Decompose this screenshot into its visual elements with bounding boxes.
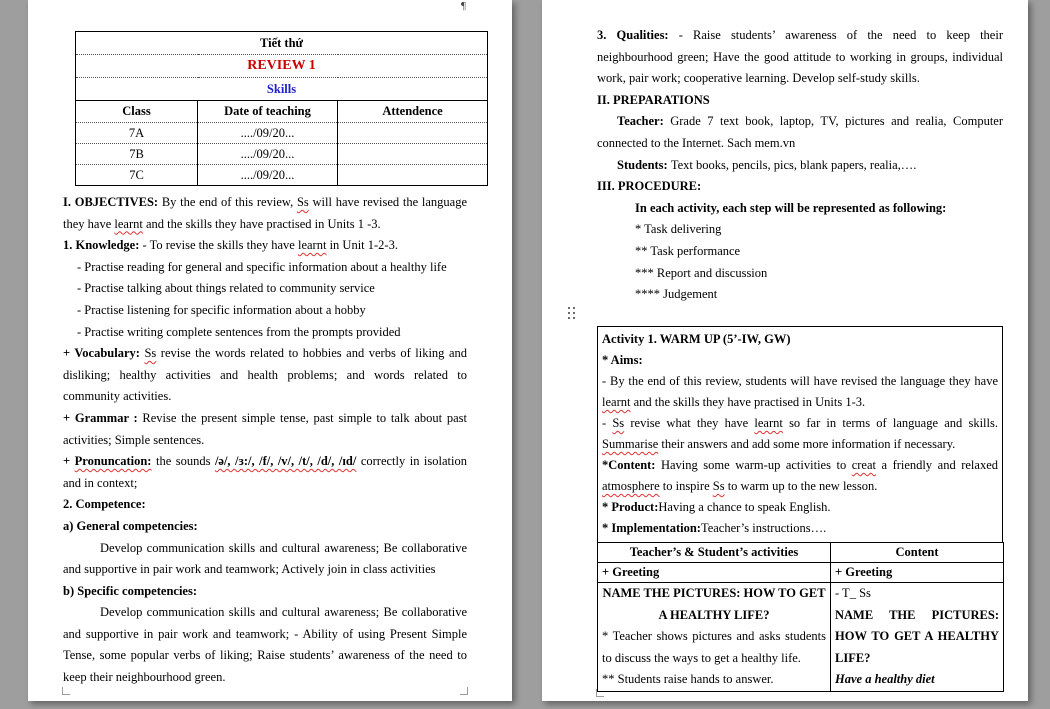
text-run: Text books, pencils, pics, blank papers, realia,…. [670, 157, 917, 172]
misspelled-text-run: Ss [144, 346, 157, 361]
table-title-row [76, 78, 488, 101]
text-run: their answers and add some more information if necessary. [658, 437, 956, 451]
text-run: Revise the present simple tense, past simple to talk about past activities; Simple sentences. [63, 410, 467, 447]
table-cell [338, 144, 488, 165]
table-cell: 7A [76, 123, 198, 144]
paragraph [597, 155, 1003, 177]
paragraph [63, 602, 467, 688]
text-run: and the skills they have practised in Units 1 -3. [142, 216, 381, 231]
text-run: NAME THE PICTURES: HOW TO GET A HEALTHY LIFE? [835, 607, 999, 665]
misspelled-text-run: Ss [296, 195, 309, 209]
paragraph [77, 322, 467, 344]
misspelled-text-run: Pronuncation: [74, 454, 152, 469]
table-row [76, 123, 488, 144]
table-cell: 7B [76, 144, 198, 165]
table-title-cell: REVIEW 1 [76, 55, 488, 78]
paragraph [77, 278, 467, 300]
table-cell [598, 583, 831, 692]
text-run: * Product: [602, 500, 659, 514]
text-run: + Grammar : [63, 410, 143, 425]
column-header-activities: Teacher’s & Student’s activities [598, 543, 831, 563]
column-header: Class [76, 101, 198, 123]
page-2-body-text [597, 25, 1003, 306]
text-run: II. PREPARATIONS [597, 92, 710, 107]
paragraph [602, 350, 998, 371]
text-run: * Implementation: [602, 521, 701, 535]
table-cell: + Greeting [831, 563, 1004, 583]
activity-warmup-box [597, 326, 1003, 543]
paragraph [602, 455, 998, 497]
text-run: In each activity, each step will be represented as following: [635, 200, 947, 215]
text-boundary-mark [460, 687, 468, 695]
text-run: ** Task performance [635, 243, 741, 258]
table-cell [338, 123, 488, 144]
text-run: ** Students raise hands to answer. [602, 672, 774, 686]
paragraph [77, 300, 467, 322]
activity-warmup-text [602, 329, 998, 539]
misspelled-text-run: atmosphere [602, 479, 660, 493]
text-run: so far in terms of language and skills. [782, 416, 998, 430]
paragraph [602, 518, 998, 539]
text-run: 1. Knowledge: [63, 238, 143, 253]
paragraph [602, 329, 998, 350]
activity-1-section [597, 326, 1003, 692]
text-run: to inspire [659, 479, 713, 493]
text-run: - T_ Ss [835, 586, 871, 600]
paragraph [602, 497, 998, 518]
text-run: 2. Competence: [63, 497, 146, 512]
text-run: Develop communication skills and cultural awareness; Be collaborative and supportive in pair work and teamwork; Actively join in class activities [63, 540, 467, 577]
paragraph [835, 605, 999, 670]
text-run: + Vocabulary: [63, 346, 145, 361]
class-schedule-table [75, 31, 488, 186]
table-cell [338, 165, 488, 186]
table-cell [831, 583, 1004, 692]
activity-table [597, 542, 1004, 692]
text-run: Develop communication skills and cultural awareness; Be collaborative and supportive in pair work and teamwork; - Ability of using Present Simple Tense, some popular verbs of liking; Raise students’ awareness of the need to keep their neighbourhood green. [63, 605, 467, 685]
paragraph [63, 235, 467, 257]
text-boundary-mark [62, 687, 70, 695]
paragraph [597, 111, 1003, 154]
table-move-handle-icon[interactable] [567, 306, 579, 322]
table-title-row [76, 55, 488, 78]
paragraph [602, 413, 998, 455]
misspelled-text-run: learnt [297, 238, 327, 253]
table-row [598, 583, 1004, 692]
paragraph [602, 669, 826, 691]
paragraph [77, 257, 467, 279]
paragraph [63, 581, 467, 603]
text-run: the sounds [151, 454, 215, 469]
paragraph [63, 451, 467, 494]
table-title-cell: Skills [76, 78, 488, 101]
paragraph [597, 176, 1003, 198]
misspelled-text-run: learnt [114, 216, 143, 231]
text-run: - [602, 416, 613, 430]
table-cell: ..../09/20... [198, 144, 338, 165]
text-run: - Practise listening for specific information about a hobby [77, 302, 366, 317]
paragraph [635, 263, 1003, 285]
text-run: *Content: [602, 458, 661, 472]
paragraph [602, 626, 826, 669]
text-run: **** Judgement [635, 287, 718, 302]
paragraph [63, 538, 467, 581]
text-run: in Unit 1-2-3. [326, 238, 398, 253]
text-run: + [63, 454, 75, 469]
paragraph [835, 583, 999, 605]
table-row [598, 563, 1004, 583]
table-cell: + Greeting [598, 563, 831, 583]
text-run: NAME THE PICTURES: HOW TO GET A HEALTHY LIFE? [602, 586, 826, 622]
paragraph [63, 343, 467, 408]
paragraph [835, 669, 999, 691]
text-run: and the skills they have practised in Units 1-3. [630, 395, 866, 409]
text-run: - Raise students’ awareness of the need to keep their neighbourhood green; Have the good attitude to working in groups, individual work, pair work; cooperative learning. Develop self-study skills. [597, 28, 1003, 86]
text-run: - Practise reading for general and specific information about a healthy life [77, 259, 447, 274]
paragraph [635, 219, 1003, 241]
paragraph [635, 198, 1003, 220]
column-header: Attendence [338, 101, 488, 123]
text-run: will have revised the language they have [63, 195, 467, 231]
pilcrow-icon: ¶ [461, 0, 466, 12]
misspelled-text-run: creat [851, 458, 876, 472]
text-run: - Practise writing complete sentences from the prompts provided [77, 324, 401, 339]
paragraph [602, 371, 998, 413]
paragraph [63, 192, 467, 235]
text-run: Students: [617, 157, 671, 172]
paragraph [597, 90, 1003, 112]
table-header-row [76, 101, 488, 123]
text-run: - By the end of this review, students will have revised the language they have [602, 374, 998, 388]
text-run: - Practise talking about things related to community service [77, 281, 375, 296]
table-title-cell: Tiết thứ [76, 32, 488, 55]
text-run: I. OBJECTIVES: [63, 195, 162, 209]
column-header-content: Content [831, 543, 1004, 563]
table-row [76, 144, 488, 165]
table-cell: ..../09/20... [198, 165, 338, 186]
text-run: Activity 1. WARM UP (5’-IW, GW) [602, 332, 791, 346]
text-run: Teacher’s instructions…. [700, 521, 827, 535]
text-run: b) Specific competencies: [63, 583, 197, 598]
text-run: a) General competencies: [63, 518, 198, 533]
text-boundary-mark [596, 689, 604, 697]
paragraph [63, 516, 467, 538]
table-row [76, 165, 488, 186]
text-run: III. PROCEDURE: [597, 179, 702, 194]
table-cell: 7C [76, 165, 198, 186]
text-run: 3. Qualities: [597, 28, 679, 42]
page-1-body-text [63, 192, 467, 689]
text-run: Have a healthy diet [835, 672, 935, 686]
misspelled-text-run: learnt [754, 416, 783, 430]
text-run: Having a chance to speak English. [658, 500, 831, 514]
paragraph [635, 284, 1003, 306]
text-run: revise the words related to hobbies and verbs of liking and disliking; healthy activities and health problems; and words related to community activities. [63, 346, 467, 404]
text-run: Teacher: [617, 114, 671, 129]
table-header-row [598, 543, 1004, 563]
text-run: *** Report and discussion [635, 265, 768, 280]
misspelled-text-run: /ə/, /ɜ:/, /f/, /v/, /t/, /d/, /ɪd/ [214, 454, 357, 469]
misspelled-text-run: learnt [602, 395, 631, 409]
text-run: * Teacher shows pictures and asks students to discuss the ways to get a healthy life. [602, 629, 826, 665]
paragraph [597, 25, 1003, 90]
text-run: Grade 7 text book, laptop, TV, pictures and realia, Computer connected to the Internet. Sach mem.vn [597, 114, 1004, 150]
text-run: Having some warm-up activities to [660, 458, 852, 472]
paragraph [602, 583, 826, 626]
text-run: correctly in isolation and in context; [63, 454, 467, 490]
misspelled-text-run: Ss [612, 416, 625, 430]
table-title-row [76, 32, 488, 55]
text-run: - To revise the skills they have [142, 238, 298, 253]
text-run: a friendly and relaxed [876, 458, 999, 472]
column-header: Date of teaching [198, 101, 338, 123]
paragraph [63, 494, 467, 516]
text-run: By the end of this review, [161, 195, 297, 209]
misspelled-text-run: Summarise [602, 437, 659, 451]
paragraph [63, 408, 467, 451]
page-1[interactable] [28, 0, 512, 701]
text-run: to warm up to the new lesson. [724, 479, 878, 493]
paragraph [635, 241, 1003, 263]
text-run: revise what they have [624, 416, 755, 430]
table-cell: ..../09/20... [198, 123, 338, 144]
misspelled-text-run: Ss [712, 479, 725, 493]
text-run: * Task delivering [635, 222, 722, 237]
text-run: * Aims: [602, 353, 643, 367]
page-2[interactable] [542, 0, 1028, 701]
